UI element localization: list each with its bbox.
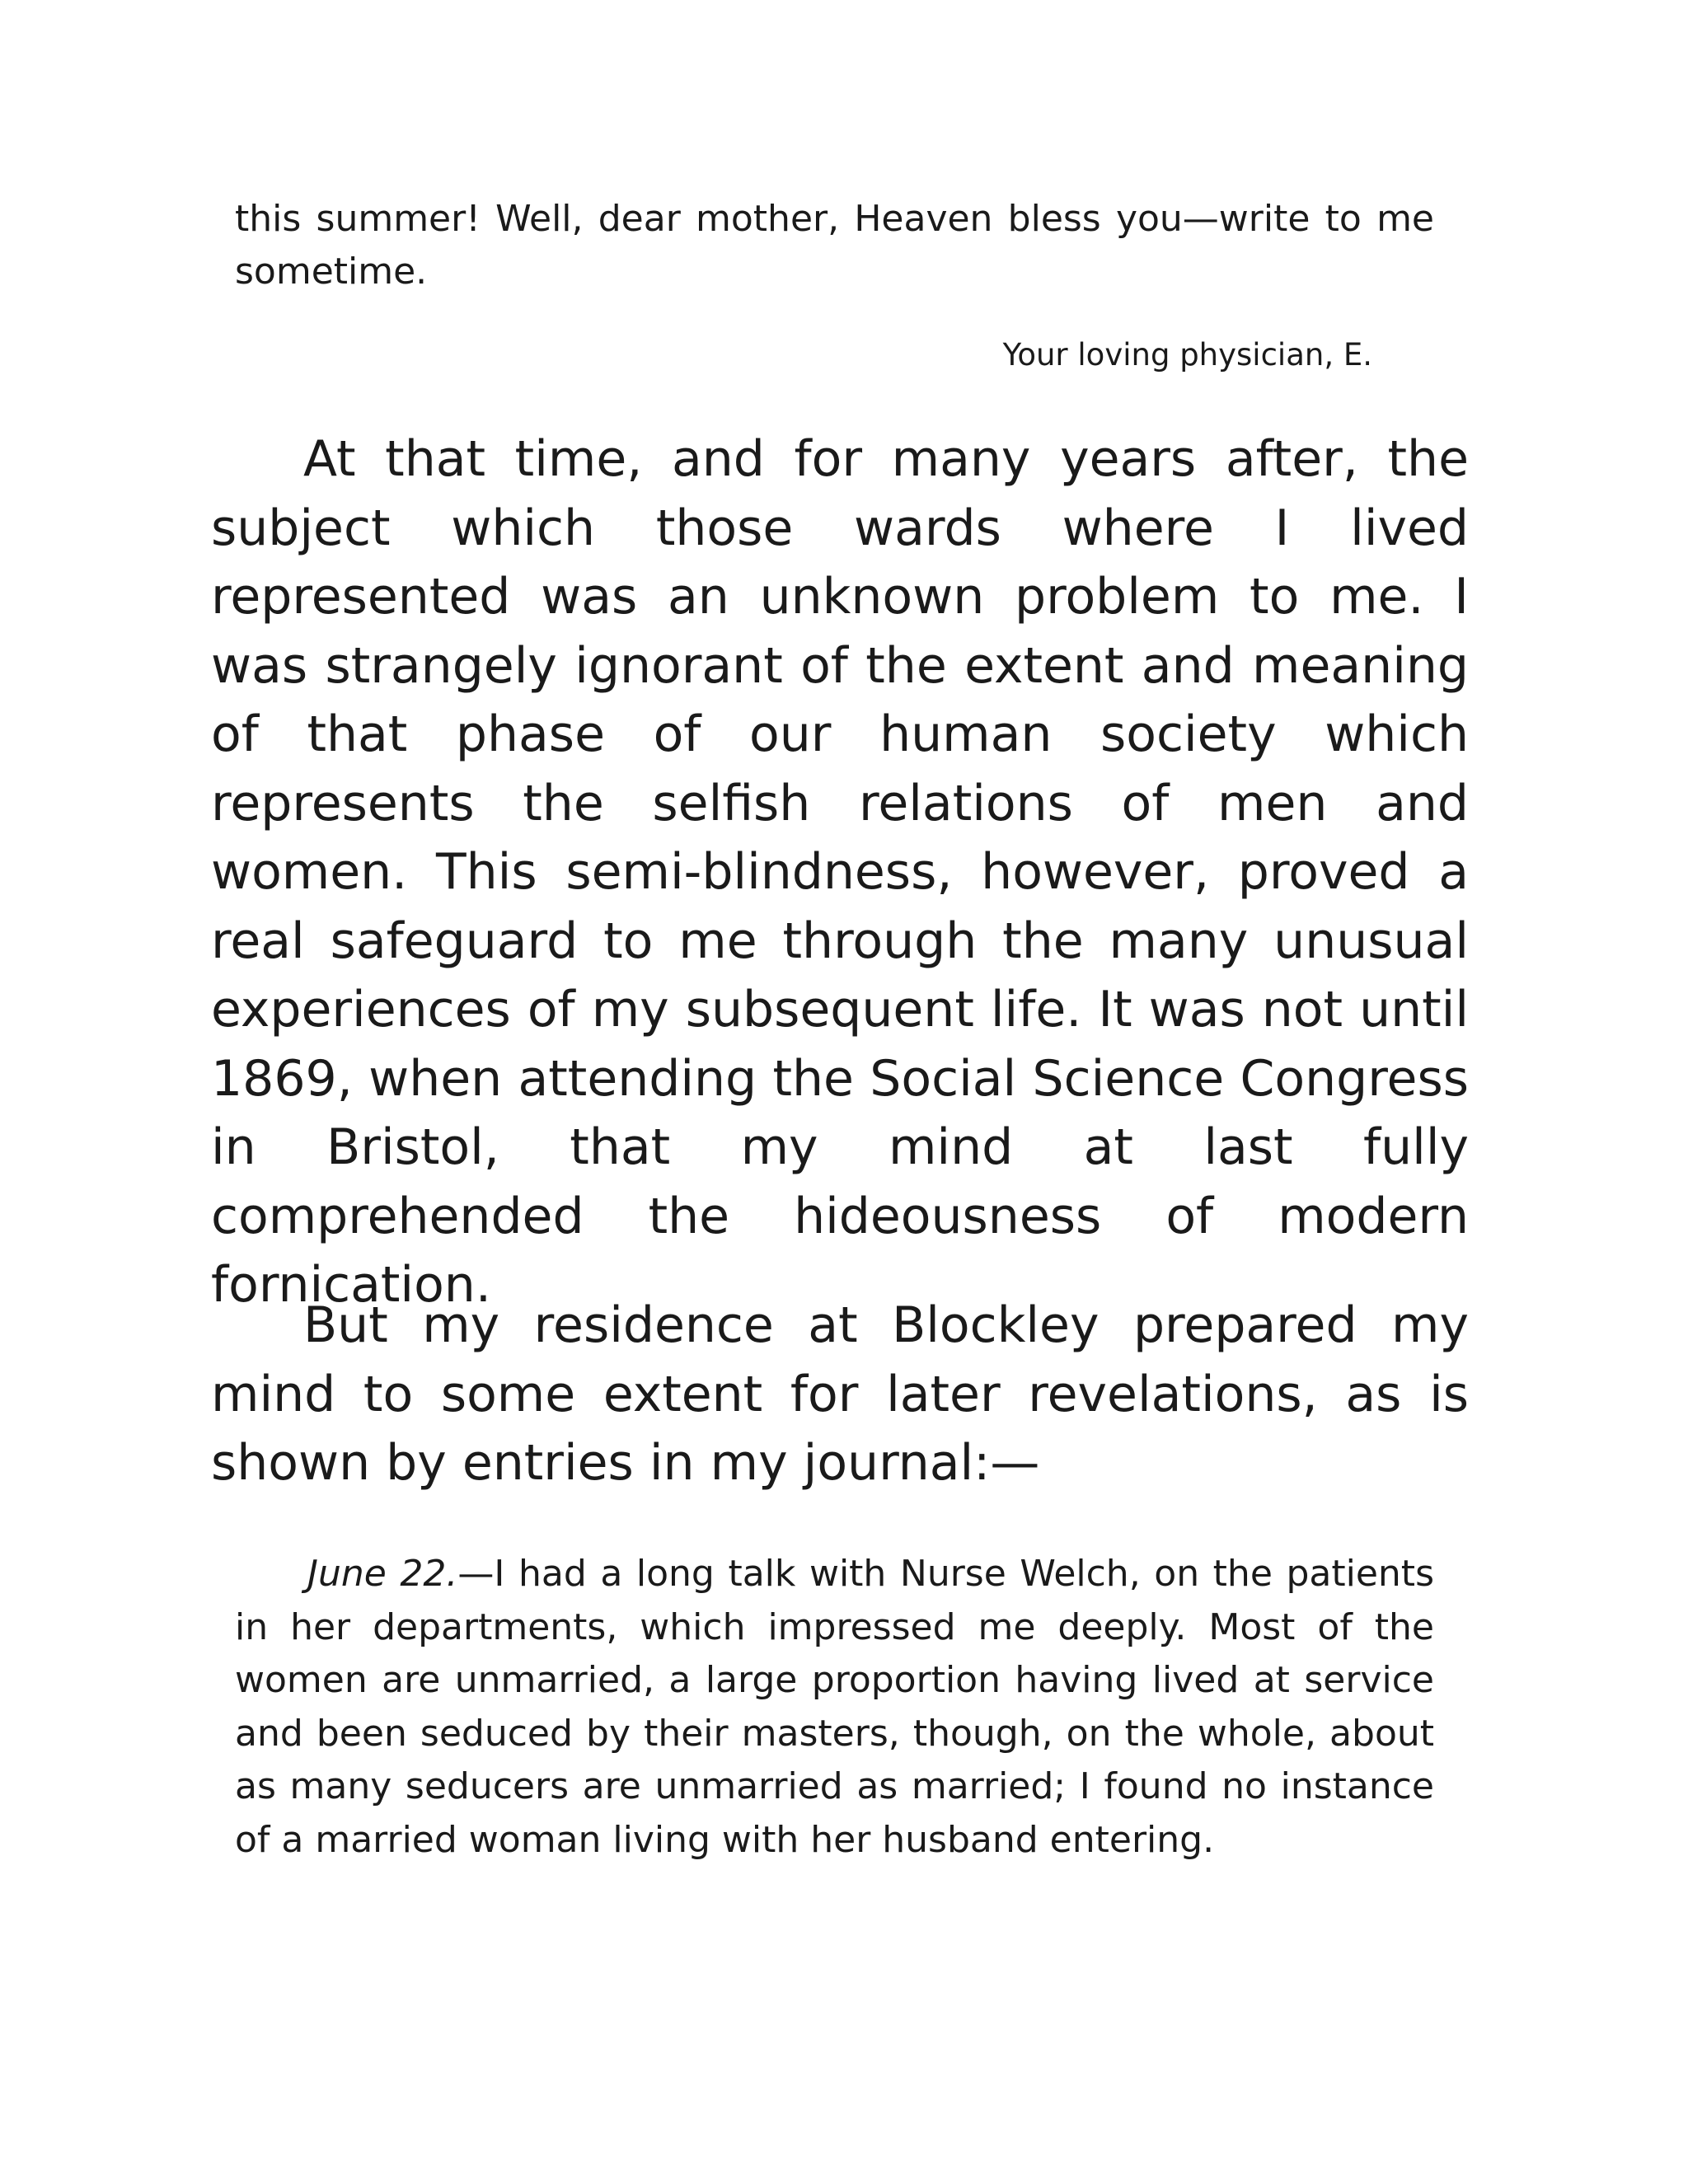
body-paragraph-1: At that time, and for many years after, the subject which those wards where I lived represented was an unknown problem to me. I was strangely ignorant of the extent and meaning of that phase of our human society which represents the selfish relations of men and women. This semi-blindness, however, proved a real safeguard to me through the many unusual experiences of my subsequent life. It was not until 1869, when attending the Social Science Congress in Bristol, that my mind at last fully comprehended the hideousness of modern fornication.: [211, 430, 1469, 1314]
journal-entry-date: June 22.: [307, 1553, 458, 1595]
letter-closing-text: this summer! Well, dear mother, Heaven bless you—write to me sometime.: [235, 198, 1434, 293]
body-paragraph-2: But my residence at Blockley prepared my mind to some extent for later revelations, as is shown by entries in my journal:—: [211, 1296, 1469, 1492]
journal-entry-text: —I had a long talk with Nurse Welch, on the patients in her departments, which impressed me deeply. Most of the women are unmarried, a large proportion having lived at service and been seduced by their masters, though, on the whole, about as many seducers are unmarried as married; I found no instance of a married woman living with her husband entering.: [235, 1553, 1434, 1861]
letter-signature: Your loving physician, E.: [1002, 337, 1372, 373]
journal-entry: [235, 1548, 1434, 1867]
